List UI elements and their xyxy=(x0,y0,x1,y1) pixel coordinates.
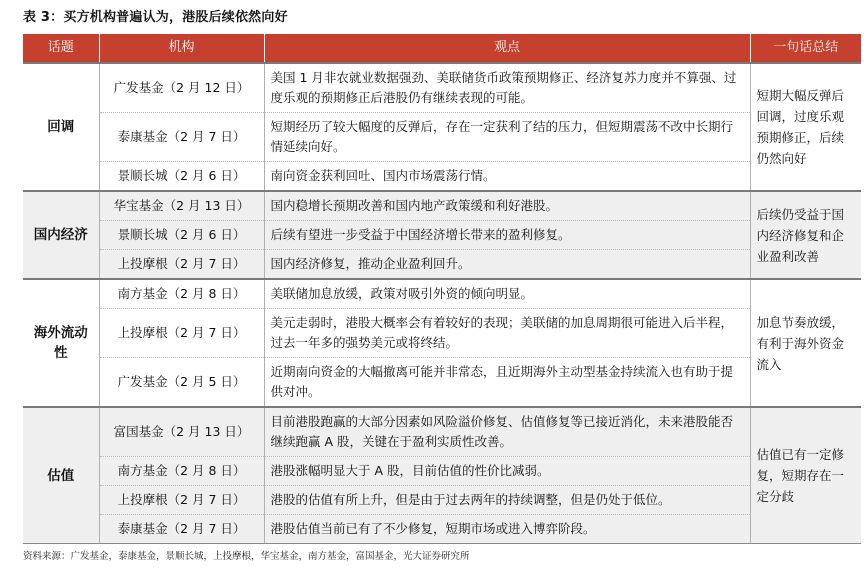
table-row xyxy=(23,486,861,515)
institution-cell: 泰康基金（2 月 7 日） xyxy=(99,113,264,162)
topic-cell: 国内经济 xyxy=(23,191,99,279)
summary-cell: 加息节奏放缓，有利于海外资金流入 xyxy=(750,279,861,407)
table-row xyxy=(23,358,861,408)
institution-cell: 广发基金（2 月 12 日） xyxy=(99,63,264,113)
institution-cell: 上投摩根（2 月 7 日） xyxy=(99,309,264,358)
table-row xyxy=(23,457,861,486)
table-row xyxy=(23,309,861,358)
institution-cell: 景顺长城（2 月 6 日） xyxy=(99,221,264,250)
header-row xyxy=(23,34,861,63)
viewpoint-cell: 美联储加息放缓，政策对吸引外资的倾向明显。 xyxy=(264,279,750,309)
viewpoint-cell: 后续有望进一步受益于中国经济增长带来的盈利修复。 xyxy=(264,221,750,250)
table-row xyxy=(23,162,861,192)
viewpoint-cell: 美国 1 月非农就业数据强劲、美联储货币政策预期修正、经济复苏力度并不算强、过度乐观的预期修正后港股仍有继续表现的可能。 xyxy=(264,63,750,113)
institution-cell: 景顺长城（2 月 6 日） xyxy=(99,162,264,192)
table-row xyxy=(23,63,861,113)
group-valuation xyxy=(23,407,861,544)
table-row xyxy=(23,191,861,221)
topic-cell: 海外流动性 xyxy=(23,279,99,407)
table-title: 表 3：买方机构普遍认为，港股后续依然向好 xyxy=(23,10,288,25)
group-domestic-economy xyxy=(23,191,861,279)
group-pullback xyxy=(23,63,861,191)
institution-cell: 上投摩根（2 月 7 日） xyxy=(99,250,264,280)
viewpoint-cell: 美元走弱时，港股大概率会有着较好的表现；美联储的加息周期很可能进入后半程，过去一年多的强势美元或将终结。 xyxy=(264,309,750,358)
viewpoint-cell: 港股的估值有所上升，但是由于过去两年的持续调整，但是仍处于低位。 xyxy=(264,486,750,515)
table-row xyxy=(23,515,861,544)
institution-cell: 南方基金（2 月 8 日） xyxy=(99,457,264,486)
institution-cell: 上投摩根（2 月 7 日） xyxy=(99,486,264,515)
viewpoint-cell: 港股涨幅明显大于 A 股，目前估值的性价比减弱。 xyxy=(264,457,750,486)
institution-cell: 广发基金（2 月 5 日） xyxy=(99,358,264,408)
viewpoint-cell: 南向资金获利回吐、国内市场震荡行情。 xyxy=(264,162,750,192)
header-summary: 一句话总结 xyxy=(750,34,861,63)
table-row xyxy=(23,407,861,457)
header-topic: 话题 xyxy=(23,34,99,63)
institution-cell: 南方基金（2 月 8 日） xyxy=(99,279,264,309)
table-row xyxy=(23,113,861,162)
table-row xyxy=(23,279,861,309)
group-overseas-liquidity xyxy=(23,279,861,407)
institution-cell: 泰康基金（2 月 7 日） xyxy=(99,515,264,544)
viewpoint-cell: 目前港股跑赢的大部分因素如风险溢价修复、估值修复等已接近消化，未来港股能否继续跑赢 A 股，关键在于盈利实质性改善。 xyxy=(264,407,750,457)
topic-cell: 估值 xyxy=(23,407,99,544)
institution-cell: 富国基金（2 月 13 日） xyxy=(99,407,264,457)
topic-cell: 回调 xyxy=(23,63,99,191)
viewpoint-cell: 国内经济修复，推动企业盈利回升。 xyxy=(264,250,750,280)
table-row xyxy=(23,250,861,280)
header-institution: 机构 xyxy=(99,34,264,63)
summary-cell: 后续仍受益于国内经济修复和企业盈利改善 xyxy=(750,191,861,279)
header-viewpoint: 观点 xyxy=(264,34,750,63)
table-row xyxy=(23,221,861,250)
summary-cell: 估值已有一定修复，短期存在一定分歧 xyxy=(750,407,861,544)
source-note: 资料来源：广发基金，泰康基金，景顺长城，上投摩根，华宝基金，南方基金，富国基金，光大证券研究所 xyxy=(23,551,470,562)
viewpoint-cell: 港股估值当前已有了不少修复，短期市场或进入博弈阶段。 xyxy=(264,515,750,544)
viewpoint-cell: 近期南向资金的大幅撤离可能并非常态，且近期海外主动型基金持续流入也有助于提供对冲。 xyxy=(264,358,750,408)
institution-cell: 华宝基金（2 月 13 日） xyxy=(99,191,264,221)
summary-cell: 短期大幅反弹后回调，过度乐观预期修正，后续仍然向好 xyxy=(750,63,861,191)
viewpoint-cell: 国内稳增长预期改善和国内地产政策缓和利好港股。 xyxy=(264,191,750,221)
viewpoint-cell: 短期经历了较大幅度的反弹后，存在一定获利了结的压力，但短期震荡不改中长期行情延续向好。 xyxy=(264,113,750,162)
views-table xyxy=(23,34,861,544)
